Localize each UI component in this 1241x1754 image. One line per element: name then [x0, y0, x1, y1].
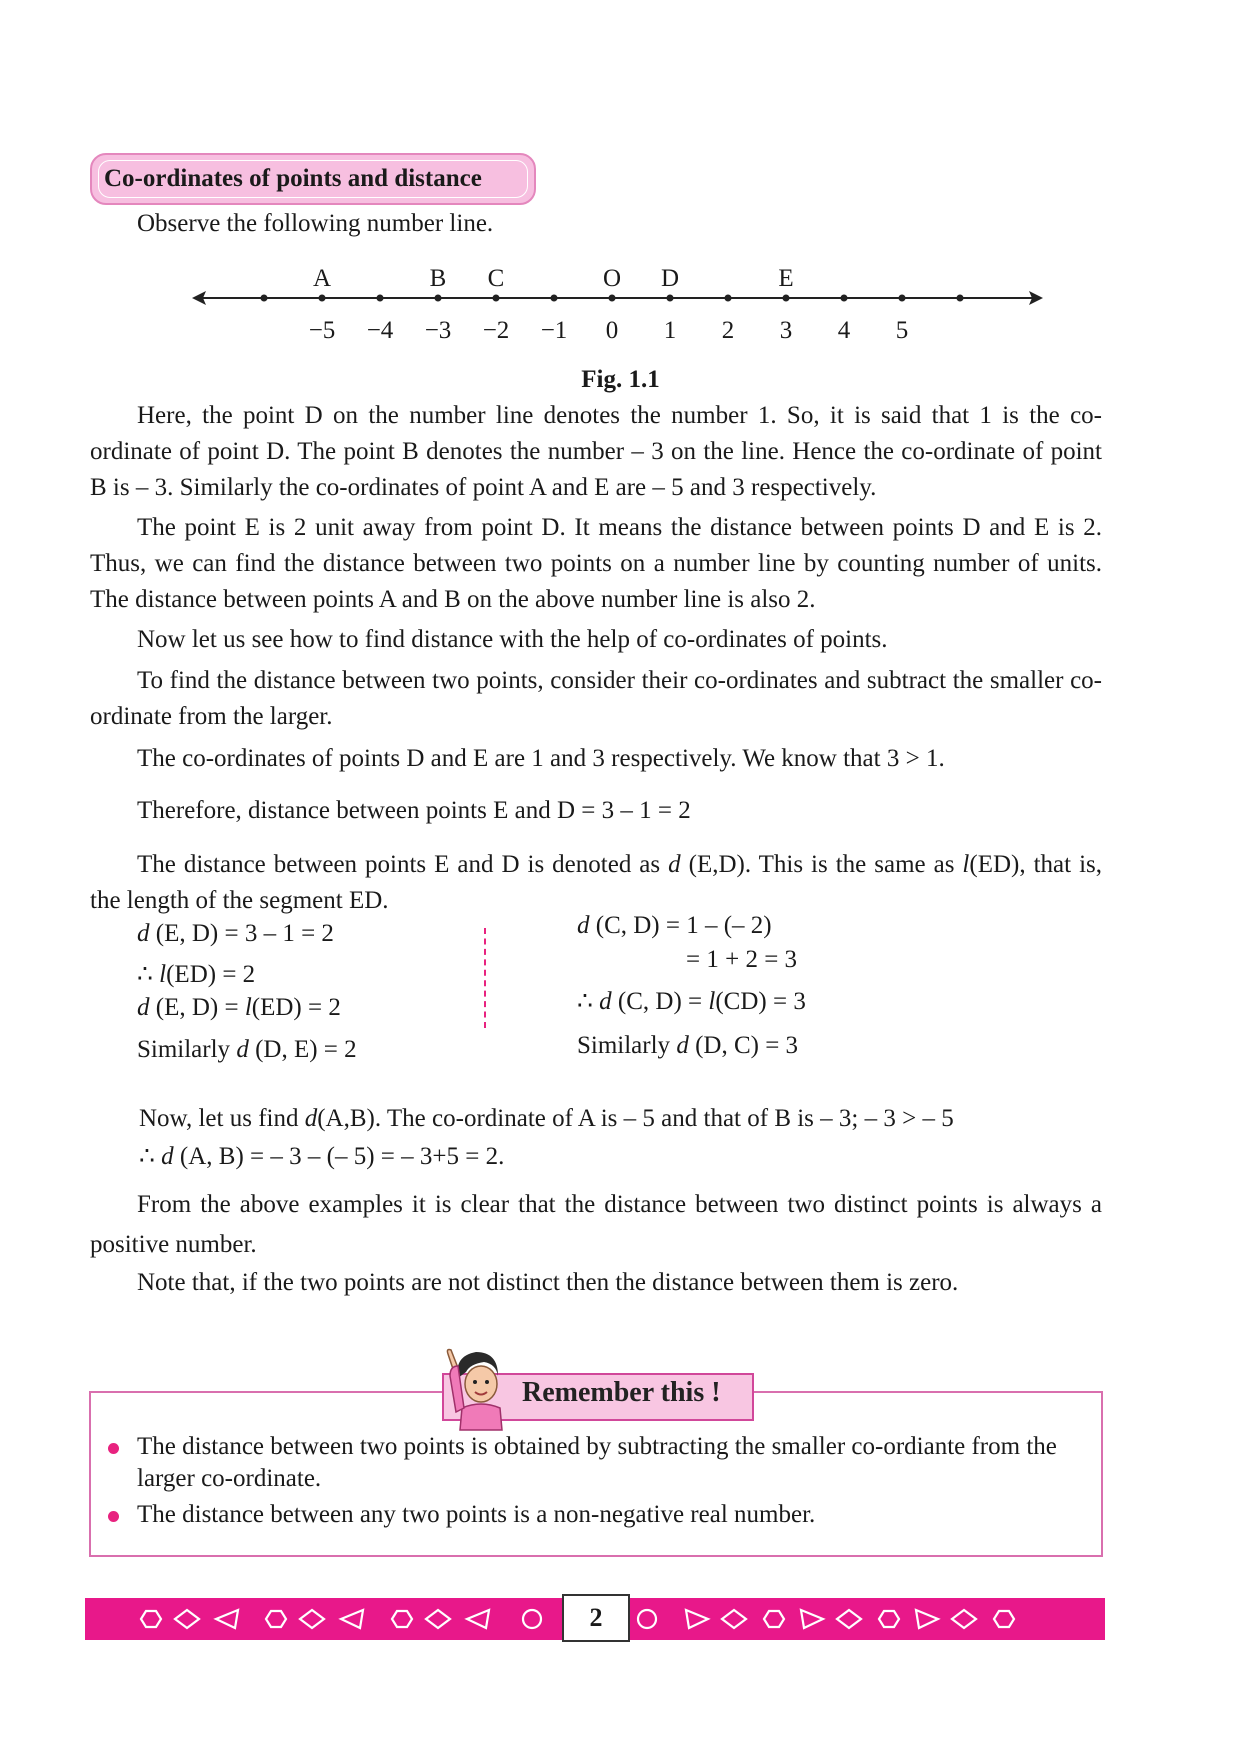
equation-divider: [484, 928, 486, 1028]
tick-dot: [899, 295, 906, 302]
right-eq-1: d (C, D) = 1 – (– 2): [577, 912, 772, 939]
tick-dot: [609, 295, 616, 302]
page-number: 2: [562, 1594, 630, 1642]
triangle-right-icon: [916, 1610, 938, 1628]
point-label-d: D: [660, 265, 680, 292]
remember-bullet-1: The distance between two points is obtained by subtracting the smaller co-ordiante from the larger co-ordinate.: [137, 1433, 1057, 1492]
boy-pointing-icon: [436, 1342, 516, 1432]
remember-bullet-2: The distance between any two points is a non-negative real number.: [137, 1501, 816, 1528]
right-eq-3: ∴ d (C, D) = l(CD) = 3: [577, 988, 806, 1015]
diamond-icon: [175, 1610, 199, 1628]
paragraph-4: To find the distance between two points, consider their co-ordinates and subtract the smaller co-ordinate from the larger.: [90, 667, 1102, 730]
tick-dot: [841, 295, 848, 302]
figure-caption: Fig. 1.1: [581, 366, 660, 393]
diamond-icon: [952, 1610, 976, 1628]
tick-dot: [435, 295, 442, 302]
triangle-left-icon: [341, 1610, 363, 1628]
conclusion-1: From the above examples it is clear that the distance between two distinct points is always a positive number.: [90, 1191, 1102, 1258]
point-label-a: A: [312, 265, 332, 292]
tick-label: 4: [837, 317, 851, 344]
triangle-left-icon: [467, 1610, 489, 1628]
left-eq-3: d (E, D) = l(ED) = 2: [137, 994, 341, 1021]
bullet-1-dot: [108, 1443, 119, 1454]
p7-l: l: [962, 851, 970, 878]
conclusion-2: Note that, if the two points are not distinct then the distance between them is zero.: [137, 1269, 959, 1296]
hexagon-icon: [392, 1611, 412, 1627]
paragraph-1: Here, the point D on the number line denotes the number 1. So, it is said that 1 is the co-ordinate of point D. The point B denotes the number – 3 on the line. Hence the co-ordinate of point B is – 3. Similarly the co-ordinates of point A and E are – 5 and 3 respectively.: [90, 402, 1102, 501]
point-label-e: E: [778, 265, 794, 292]
tick-dot: [261, 295, 268, 302]
paragraph-3: Now let us see how to find distance with the help of co-ordinates of points.: [137, 626, 888, 653]
tick-dot: [493, 295, 500, 302]
tick-label: 2: [721, 317, 735, 344]
section-heading-box: [90, 153, 536, 205]
circle-icon: [523, 1610, 541, 1628]
p7-d: d: [668, 851, 681, 878]
tick-label: 0: [605, 317, 619, 344]
hexagon-icon: [764, 1611, 784, 1627]
tick-label: 1: [663, 317, 677, 344]
hexagon-icon: [266, 1611, 286, 1627]
ab-example-line-2: ∴ d (A, B) = – 3 – (– 5) = – 3+5 = 2.: [139, 1143, 505, 1170]
right-eq-2: = 1 + 2 = 3: [686, 946, 798, 973]
p7-text-e: (ED), that is, the length of the segment ED.: [90, 851, 1102, 914]
tick-dot: [725, 295, 732, 302]
point-label-b: B: [429, 265, 447, 292]
diamond-icon: [722, 1610, 746, 1628]
paragraph-7: [90, 847, 1102, 919]
point-label-c: C: [487, 265, 505, 292]
section-heading: Co-ordinates of points and distance: [104, 165, 482, 192]
triangle-right-icon: [801, 1610, 823, 1628]
hexagon-icon: [141, 1611, 161, 1627]
tick-dot: [783, 295, 790, 302]
tick-dot: [957, 295, 964, 302]
tick-label: 3: [779, 317, 793, 344]
bullet-2-dot: [108, 1511, 119, 1522]
tick-label: −1: [540, 317, 568, 344]
hexagon-icon: [994, 1611, 1014, 1627]
diamond-icon: [837, 1610, 861, 1628]
left-eq-2: ∴ l(ED) = 2: [137, 961, 256, 988]
tick-label: −5: [308, 317, 336, 344]
diamond-icon: [426, 1610, 450, 1628]
tick-label: −4: [366, 317, 394, 344]
number-line-figure: [0, 260, 1241, 360]
triangle-right-icon: [686, 1610, 708, 1628]
tick-label: 5: [895, 317, 909, 344]
p7-text-c: (E,D). This is the same as: [680, 851, 963, 878]
left-eq-1: d (E, D) = 3 – 1 = 2: [137, 920, 334, 947]
tick-dot: [667, 295, 674, 302]
diamond-icon: [300, 1610, 324, 1628]
hexagon-icon: [879, 1611, 899, 1627]
ab-example-line-1: Now, let us find d(A,B). The co-ordinate of A is – 5 and that of B is – 3; – 3 > – 5: [139, 1105, 954, 1132]
right-eq-4: Similarly d (D, C) = 3: [577, 1032, 799, 1059]
circle-icon: [638, 1610, 656, 1628]
tick-dot: [551, 295, 558, 302]
point-label-o: O: [602, 265, 622, 292]
remember-title: Remember this !: [522, 1377, 721, 1408]
tick-dot: [377, 295, 384, 302]
triangle-left-icon: [216, 1610, 238, 1628]
paragraph-5: The co-ordinates of points D and E are 1 and 3 respectively. We know that 3 > 1.: [137, 745, 945, 772]
tick-dot: [319, 295, 326, 302]
left-eq-4: Similarly d (D, E) = 2: [137, 1036, 357, 1063]
intro-text: Observe the following number line.: [137, 210, 494, 237]
paragraph-2: The point E is 2 unit away from point D. It means the distance between points D and E is 2. Thus, we can find the distance between two points on a number line by counting number of units. The distance between points A and B on the above number line is also 2.: [90, 514, 1102, 613]
tick-label: −2: [482, 317, 510, 344]
tick-label: −3: [424, 317, 452, 344]
paragraph-6: Therefore, distance between points E and D = 3 – 1 = 2: [137, 797, 691, 824]
p7-text-a: The distance between points E and D is denoted as: [137, 851, 669, 878]
